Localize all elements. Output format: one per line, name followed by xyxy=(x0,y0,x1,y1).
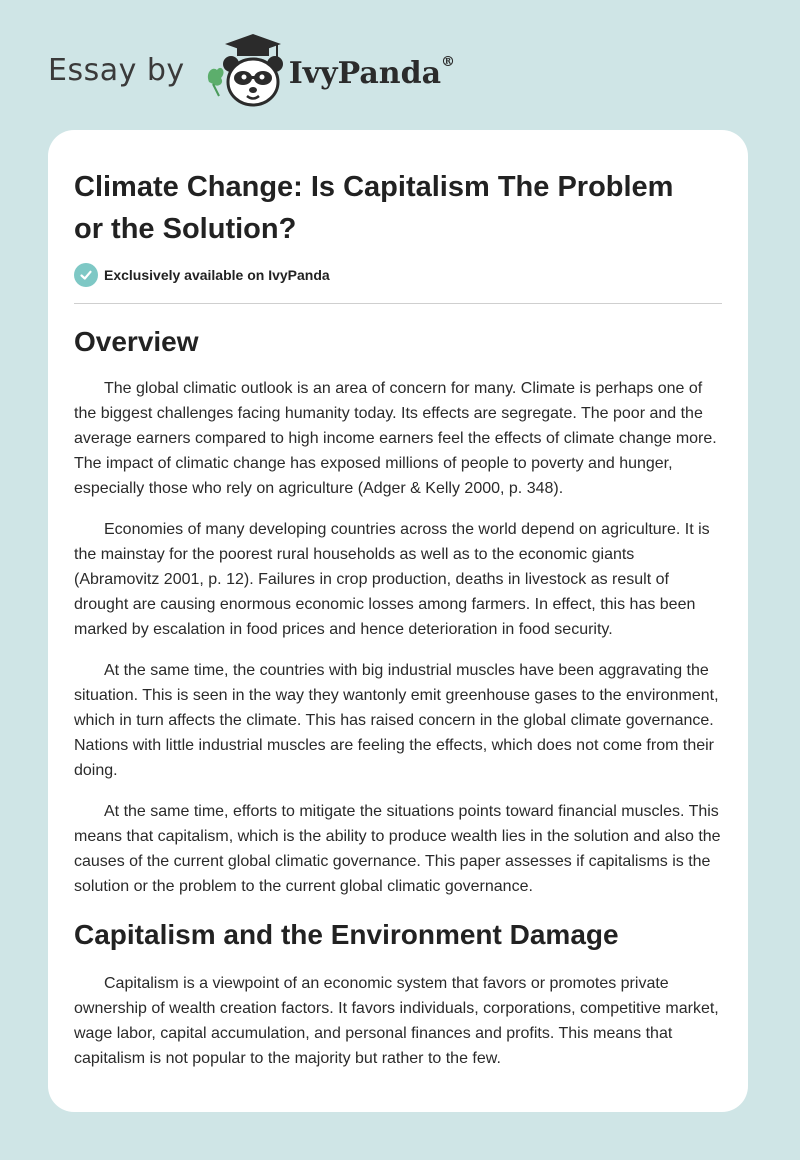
section-overview xyxy=(74,322,724,899)
section-heading: Overview xyxy=(74,326,199,357)
essay-by-label: Essay by xyxy=(48,52,185,88)
paragraph: At the same time, the countries with big industrial muscles have been aggravating the situation. This is seen in the way they wantonly emit greenhouse gases to the environment, which in turn affects the climate. This has raised concern in the global climate governance. Nations with little industrial muscles are feeling the effects, which does not come from their doing. xyxy=(74,662,719,779)
site-header xyxy=(48,30,455,110)
trademark-symbol: ® xyxy=(441,53,456,70)
exclusive-badge xyxy=(74,263,330,287)
check-icon xyxy=(74,263,98,287)
brand-name[interactable] xyxy=(288,53,456,91)
section-capitalism xyxy=(74,915,724,1071)
essay-body xyxy=(74,322,724,1087)
paragraph: Economies of many developing countries across the world depend on agriculture. It is the mainstay for the poorest rural households as well as to the economic giants (Abramovitz 2001, p. 12). Failures in crop production, deaths in livestock as result of drought are causing enormous economic losses among farmers. In effect, this has been marked by escalation in food prices and hence deterioration in food security. xyxy=(74,521,710,638)
divider xyxy=(74,303,722,304)
brand-name-text: IvyPanda xyxy=(288,55,442,91)
essay-card xyxy=(48,130,748,1112)
page-title: Climate Change: Is Capitalism The Problem or the Solution? xyxy=(74,171,674,245)
paragraph: At the same time, efforts to mitigate the situations points toward financial muscles. This means that capitalism, which is the ability to produce wealth lies in the solution and also the causes of the current global climatic governance. This paper assesses if capitalisms is the solution or the problem to the current global climatic governance. xyxy=(74,803,721,895)
paragraph: The global climatic outlook is an area of concern for many. Climate is perhaps one of the biggest challenges facing humanity today. Its effects are segregate. The poor and the average earners compared to high income earners feel the effects of climate change more. The impact of climatic change has exposed millions of people to poverty and hunger, especially those who rely on agriculture (Adger & Kelly 2000, p. 348). xyxy=(74,380,717,497)
paragraph: Capitalism is a viewpoint of an economic system that favors or promotes private ownership of wealth creation factors. It favors individuals, corporations, competitive market, wage labor, capital accumulation, and personal finances and profits. This means that capitalism is not popular to the majority but rather to the few. xyxy=(74,975,719,1067)
section-heading: Capitalism and the Environment Damage xyxy=(74,919,619,950)
exclusive-badge-text: Exclusively available on IvyPanda xyxy=(104,267,330,283)
panda-logo-icon[interactable] xyxy=(203,30,285,110)
